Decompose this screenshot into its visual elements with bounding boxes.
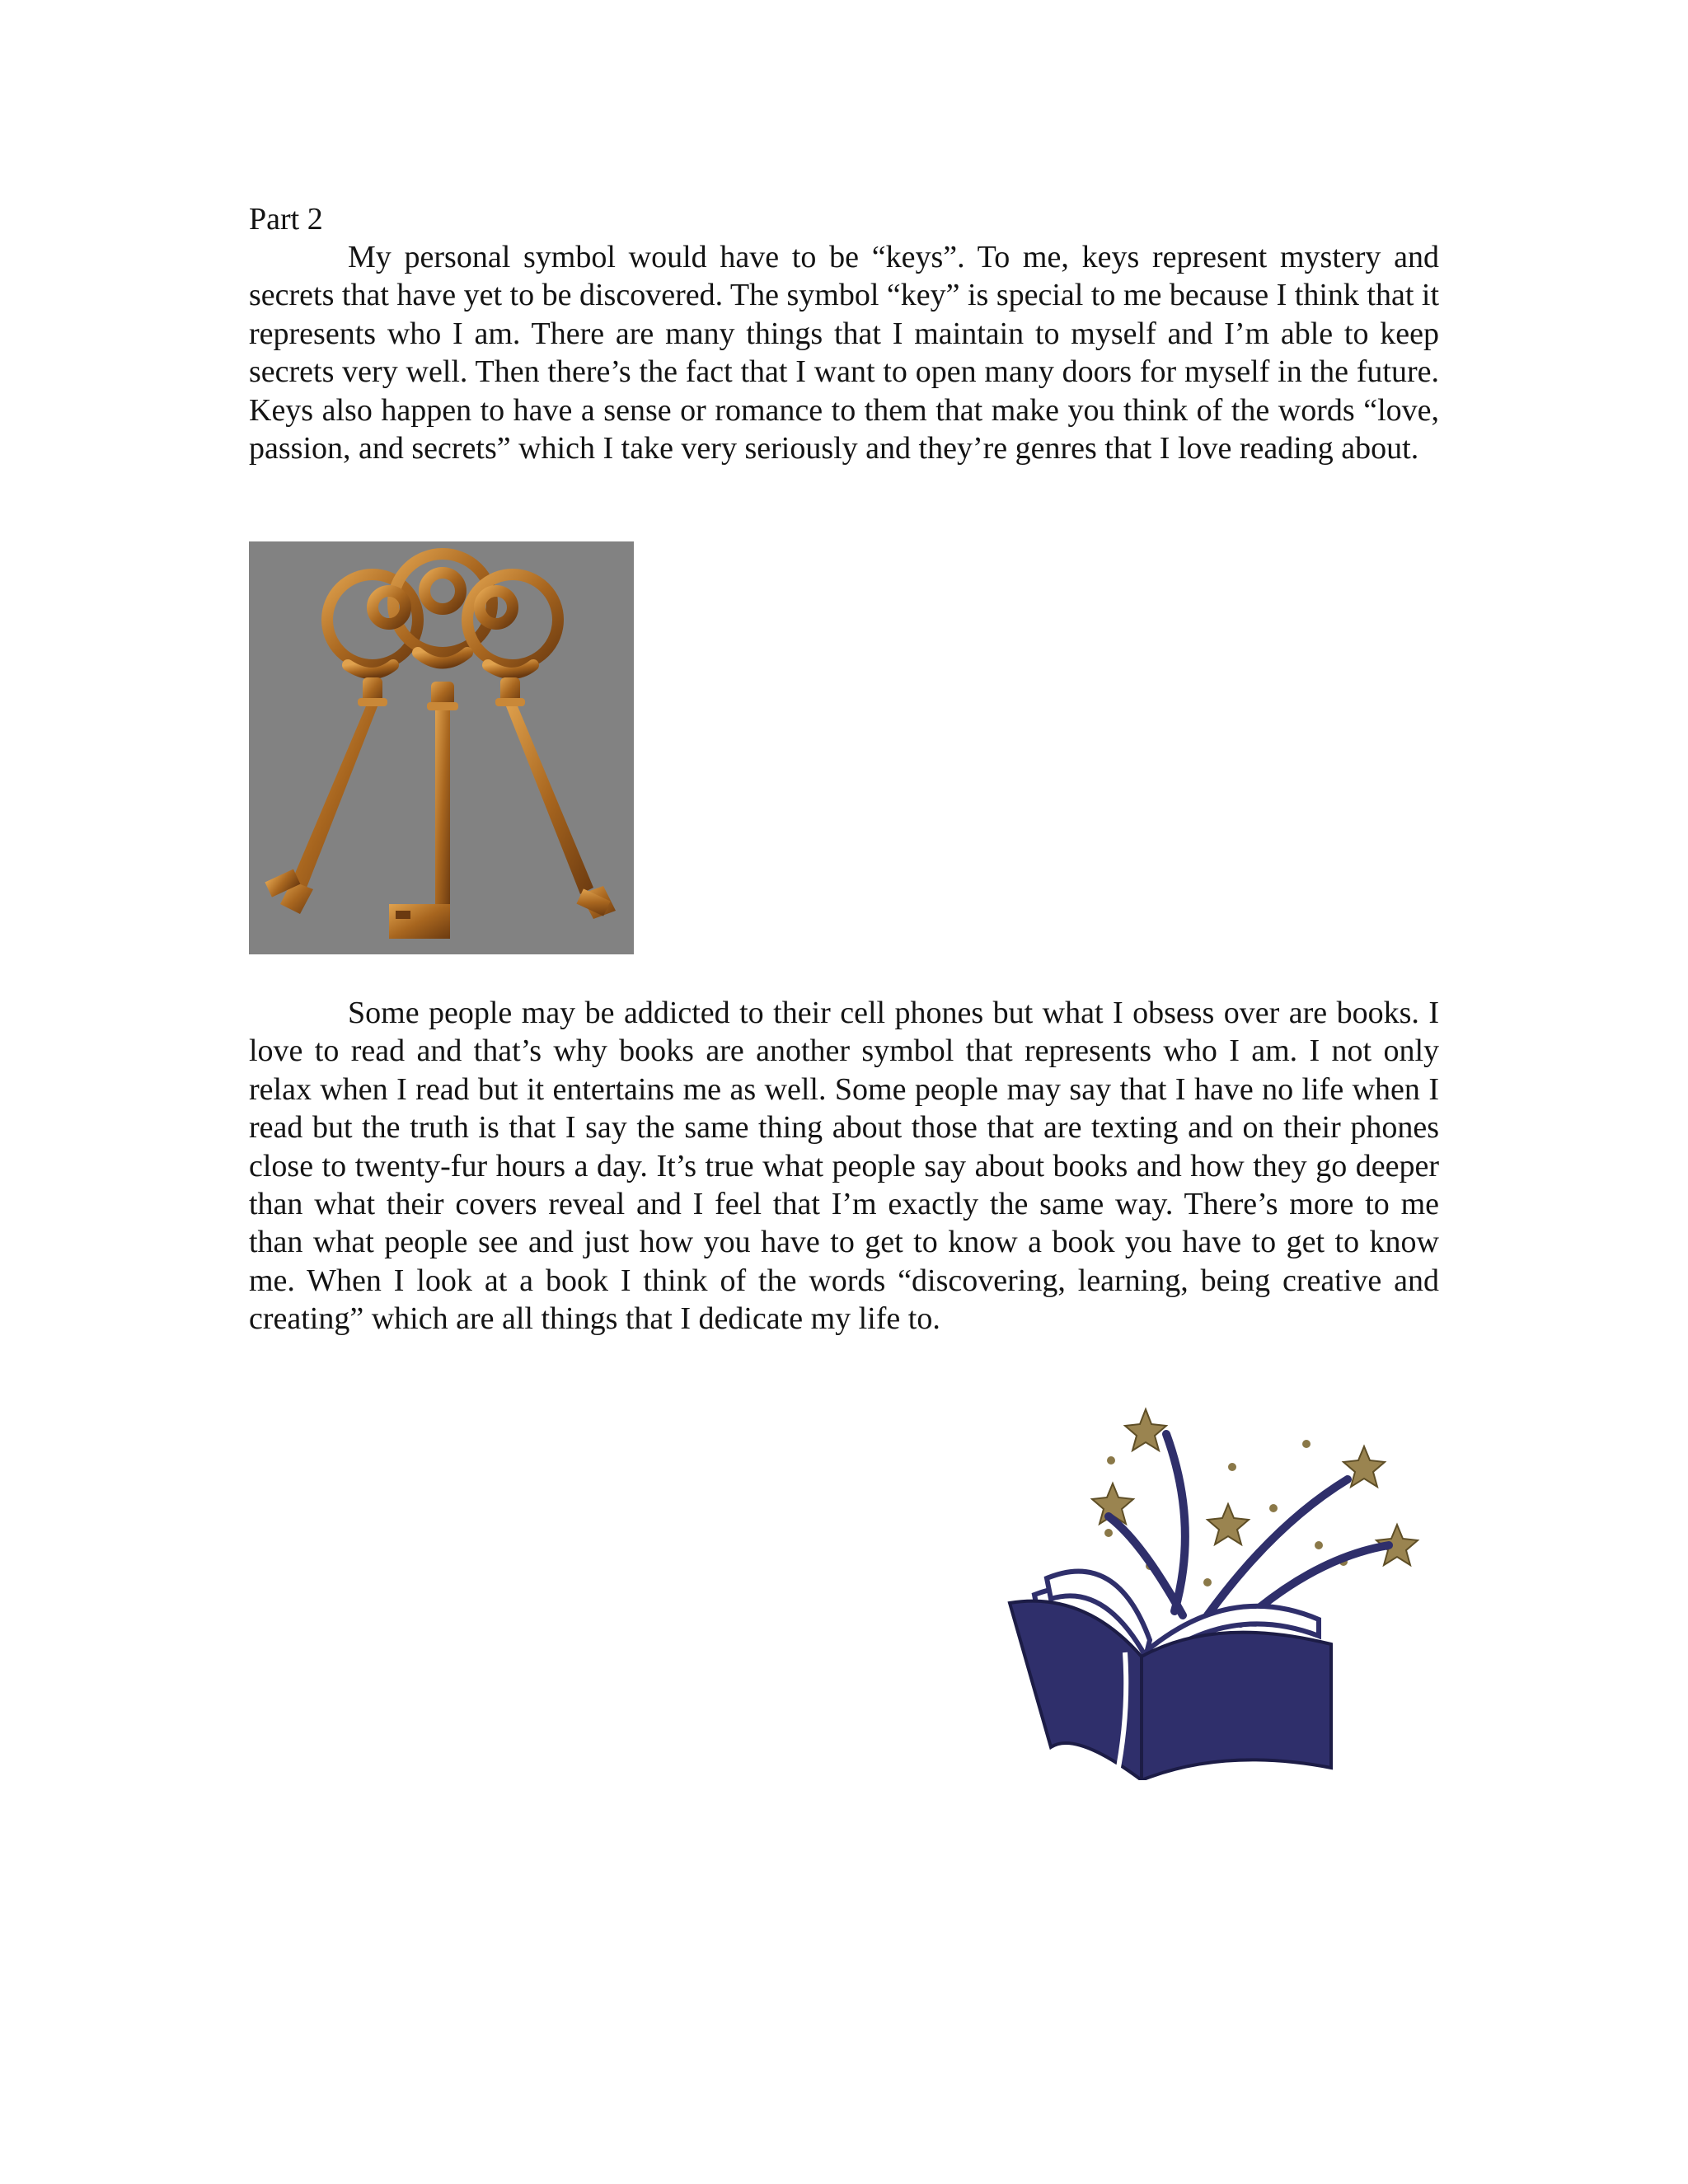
section-heading: Part 2 bbox=[249, 202, 323, 237]
star-icon bbox=[1207, 1504, 1249, 1544]
book-image bbox=[1001, 1401, 1430, 1780]
open-book-stars-icon bbox=[1001, 1401, 1430, 1780]
star-icon bbox=[1125, 1409, 1166, 1451]
paragraph-keys: My personal symbol would have to be “keys”. To me, keys represent mystery and secrets that have yet to be discovered. The symbol “key” is special to me because I think that it represents who I am. There are many things that I maintain to myself and I’m able to keep secrets very well. Then there’s the fact that I want to open many doors for myself in the future. Keys also happen to have a sense or romance to them that make you think of the words “love, passion, and secrets” which I take very seriously and they’re genres that I love reading about. bbox=[249, 240, 1439, 466]
keys-image bbox=[249, 541, 634, 954]
paragraph-books: Some people may be addicted to their cell phones but what I obsess over are books. I love to read and that’s why books are another symbol that represents who I am. I not only relax when I read but it entertains me as well. Some people may say that I have no life when I read but the truth is that I say the same thing about those that are texting and on their phones close to twenty-fur hours a day. It’s true what people say about books and how they go deeper than what their covers reveal and I feel that I’m exactly the same way. There’s more to me than what people see and just how you have to get to know a book you have to get to know me. When I look at a book I think of the words “discovering, learning, being creative and creating” which are all things that I dedicate my life to. bbox=[249, 996, 1439, 1337]
ornate-keys-icon bbox=[249, 541, 634, 954]
